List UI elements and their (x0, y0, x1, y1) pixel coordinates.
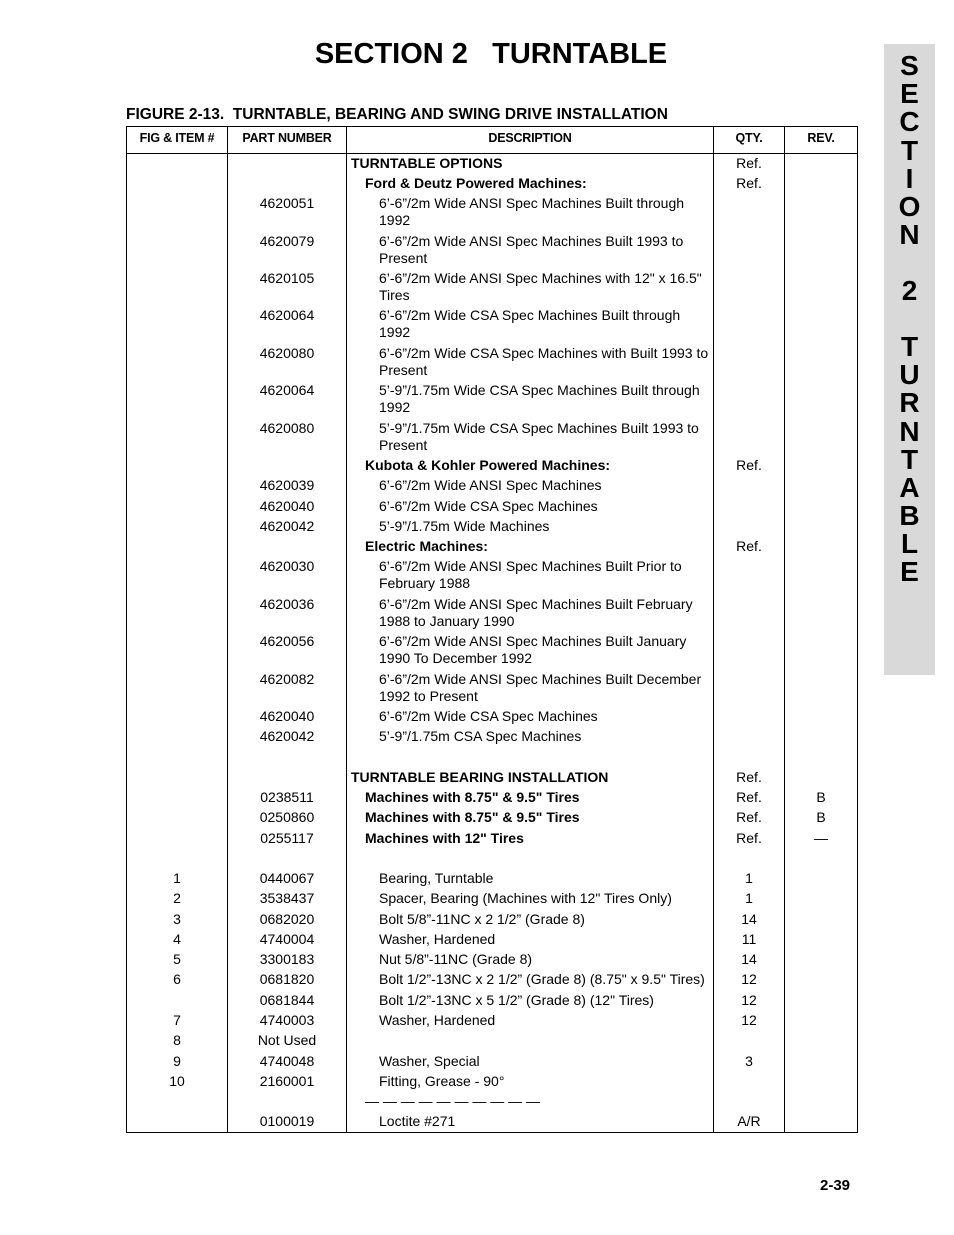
side-tab-letter: E (900, 78, 919, 109)
description-cell: Bearing, Turntable (379, 870, 494, 886)
column-divider (346, 127, 347, 1132)
description-cell: Bolt 5/8”-11NC x 2 1/2” (Grade 8) (379, 911, 585, 927)
description-cell: Electric Machines: (365, 538, 488, 554)
description-cell: 6’-6”/2m Wide CSA Spec Machines (379, 708, 598, 724)
item-number-cell: 8 (173, 1032, 181, 1048)
figure-title: FIGURE 2-13. TURNTABLE, BEARING AND SWING DRIVE INSTALLATION (126, 106, 668, 123)
description-cell: Machines with 12" Tires (365, 830, 524, 846)
qty-cell: Ref. (736, 809, 762, 825)
part-number-cell: 4620064 (259, 382, 315, 398)
description-cell: Loctite #271 (379, 1113, 456, 1129)
qty-cell: Ref. (736, 538, 762, 554)
section-title: SECTION 2 TURNTABLE (314, 38, 668, 70)
part-number-cell: 3538437 (259, 890, 315, 906)
qty-cell: Ref. (736, 457, 762, 473)
rev-cell: — (814, 830, 828, 846)
description-cell: 5’-9”/1.75m Wide CSA Spec Machines Built 1993 to Present (379, 420, 699, 453)
part-number-cell: 4620105 (259, 270, 315, 286)
qty-cell: Ref. (736, 830, 762, 846)
qty-cell: 12 (741, 992, 757, 1008)
description-cell: Ford & Deutz Powered Machines: (365, 175, 587, 191)
qty-cell: 12 (741, 971, 757, 987)
description-cell: 6’-6”/2m Wide ANSI Spec Machines Built December 1992 to Present (379, 671, 702, 704)
part-number-cell: 4620051 (259, 195, 315, 211)
part-number-cell: 4620064 (259, 307, 315, 323)
part-number-cell: 2160001 (259, 1073, 315, 1089)
part-number-cell: 0681844 (259, 992, 315, 1008)
description-cell: Fitting, Grease - 90° (379, 1073, 505, 1089)
description-cell: Machines with 8.75" & 9.5" Tires (365, 809, 580, 825)
description-cell: Washer, Special (379, 1053, 480, 1069)
item-number-cell: 10 (169, 1073, 185, 1089)
column-divider (784, 127, 785, 1132)
side-tab-letter: A (899, 472, 920, 503)
part-number-cell: 4620080 (259, 420, 315, 436)
part-number-cell: 0238511 (260, 789, 314, 805)
part-number-cell: 4620042 (259, 518, 315, 534)
page-number: 2-39 (820, 1177, 851, 1194)
qty-cell: 12 (741, 1012, 757, 1028)
description-cell: 6’-6”/2m Wide CSA Spec Machines (379, 498, 598, 514)
side-tab-letter: T (900, 135, 919, 166)
description-cell: 6’-6”/2m Wide ANSI Spec Machines Built 1993 to Present (379, 233, 684, 266)
section-side-tab (884, 44, 935, 675)
side-tab-letter: 2 (901, 275, 918, 306)
part-number-cell: 4620080 (259, 345, 315, 361)
part-number-cell: 4740048 (259, 1053, 315, 1069)
qty-cell: Ref. (736, 155, 762, 171)
part-number-cell: 0255117 (260, 830, 314, 846)
description-cell: Machines with 8.75" & 9.5" Tires (365, 789, 580, 805)
description-cell: 6’-6”/2m Wide ANSI Spec Machines with 12" x 16.5" Tires (379, 270, 702, 303)
header-rev: REV. (807, 131, 835, 145)
part-number-cell: 0440067 (259, 870, 315, 886)
description-cell: — — — — — — — — — — (365, 1093, 541, 1109)
header-divider (127, 153, 857, 154)
rev-cell: B (816, 789, 826, 805)
description-cell: Washer, Hardened (379, 1012, 496, 1028)
part-number-cell: 4620056 (259, 633, 315, 649)
part-number-cell: 4620039 (259, 477, 315, 493)
side-tab-letter: E (900, 556, 919, 587)
item-number-cell: 6 (173, 971, 181, 987)
description-cell: 5’-9”/1.75m Wide Machines (379, 518, 550, 534)
part-number-cell: 4620040 (259, 708, 315, 724)
part-number-cell: 0250860 (259, 809, 315, 825)
part-number-cell: 4620036 (259, 596, 315, 612)
description-cell: Washer, Hardened (379, 931, 496, 947)
side-tab-letter: L (900, 528, 919, 559)
part-number-cell: 4620082 (259, 671, 315, 687)
part-number-cell: 4620079 (259, 233, 315, 249)
description-cell: Spacer, Bearing (Machines with 12" Tires Only) (379, 890, 672, 906)
header-part-number: PART NUMBER (242, 131, 332, 145)
description-cell: 6’-6”/2m Wide ANSI Spec Machines Built Prior to February 1988 (379, 558, 682, 591)
rev-cell: B (816, 809, 826, 825)
part-number-cell: 0682020 (259, 911, 315, 927)
side-tab-letter: S (900, 50, 919, 81)
side-tab-letter: U (899, 359, 920, 390)
qty-cell: 11 (741, 931, 757, 947)
description-cell: Kubota & Kohler Powered Machines: (365, 457, 611, 473)
qty-cell: 3 (745, 1053, 753, 1069)
description-cell: 6’-6”/2m Wide ANSI Spec Machines Built through 1992 (379, 195, 685, 228)
description-cell: 5’-9”/1.75m Wide CSA Spec Machines Built through 1992 (379, 382, 700, 415)
side-tab-letter: R (899, 387, 920, 418)
item-number-cell: 2 (173, 890, 181, 906)
description-cell: 6’-6”/2m Wide ANSI Spec Machines Built February 1988 to January 1990 (379, 596, 693, 629)
description-cell: 5’-9”/1.75m CSA Spec Machines (379, 728, 582, 744)
side-tab-letter: O (898, 191, 921, 222)
item-number-cell: 7 (173, 1012, 181, 1028)
side-tab-letter: T (900, 444, 919, 475)
side-tab-letter: T (900, 331, 919, 362)
description-cell: 6’-6”/2m Wide CSA Spec Machines Built through 1992 (379, 307, 681, 340)
qty-cell: 1 (745, 870, 753, 886)
qty-cell: Ref. (736, 769, 762, 785)
description-cell: TURNTABLE BEARING INSTALLATION (351, 769, 609, 785)
part-number-cell: 4740004 (259, 931, 315, 947)
item-number-cell: 4 (173, 931, 181, 947)
description-cell: 6’-6”/2m Wide ANSI Spec Machines (379, 477, 602, 493)
header-item: FIG & ITEM # (139, 131, 215, 145)
side-tab-letter: B (899, 500, 920, 531)
description-cell: TURNTABLE OPTIONS (351, 155, 503, 171)
description-cell: 6’-6”/2m Wide ANSI Spec Machines Built January 1990 To December 1992 (379, 633, 687, 666)
qty-cell: Ref. (736, 175, 762, 191)
part-number-cell: 4620030 (259, 558, 315, 574)
parts-table (126, 126, 858, 1133)
part-number-cell: 3300183 (259, 951, 315, 967)
part-number-cell: 4620040 (259, 498, 315, 514)
side-tab-letter: I (905, 163, 914, 194)
description-cell: 6’-6”/2m Wide CSA Spec Machines with Built 1993 to Present (379, 345, 709, 378)
item-number-cell: 1 (173, 870, 181, 886)
qty-cell: 14 (741, 911, 757, 927)
description-cell: Bolt 1/2”-13NC x 5 1/2” (Grade 8) (12" Tires) (379, 992, 654, 1008)
side-tab-letter: C (899, 106, 920, 137)
header-qty: QTY. (735, 131, 763, 145)
part-number-cell: 4740003 (259, 1012, 315, 1028)
part-number-cell: 0681820 (259, 971, 315, 987)
header-description: DESCRIPTION (488, 131, 572, 145)
item-number-cell: 3 (173, 911, 181, 927)
description-cell: Nut 5/8”-11NC (Grade 8) (379, 951, 533, 967)
side-tab-letter: N (899, 219, 920, 250)
item-number-cell: 9 (173, 1053, 181, 1069)
qty-cell: Ref. (736, 789, 762, 805)
part-number-cell: 0100019 (259, 1113, 315, 1129)
qty-cell: 14 (741, 951, 757, 967)
side-tab-letter: N (899, 416, 920, 447)
part-number-cell: 4620042 (259, 728, 315, 744)
qty-cell: 1 (745, 890, 753, 906)
part-number-cell: Not Used (257, 1032, 317, 1048)
item-number-cell: 5 (173, 951, 181, 967)
qty-cell: A/R (737, 1113, 761, 1129)
description-cell: Bolt 1/2”-13NC x 2 1/2” (Grade 8) (8.75" x 9.5" Tires) (379, 971, 705, 987)
